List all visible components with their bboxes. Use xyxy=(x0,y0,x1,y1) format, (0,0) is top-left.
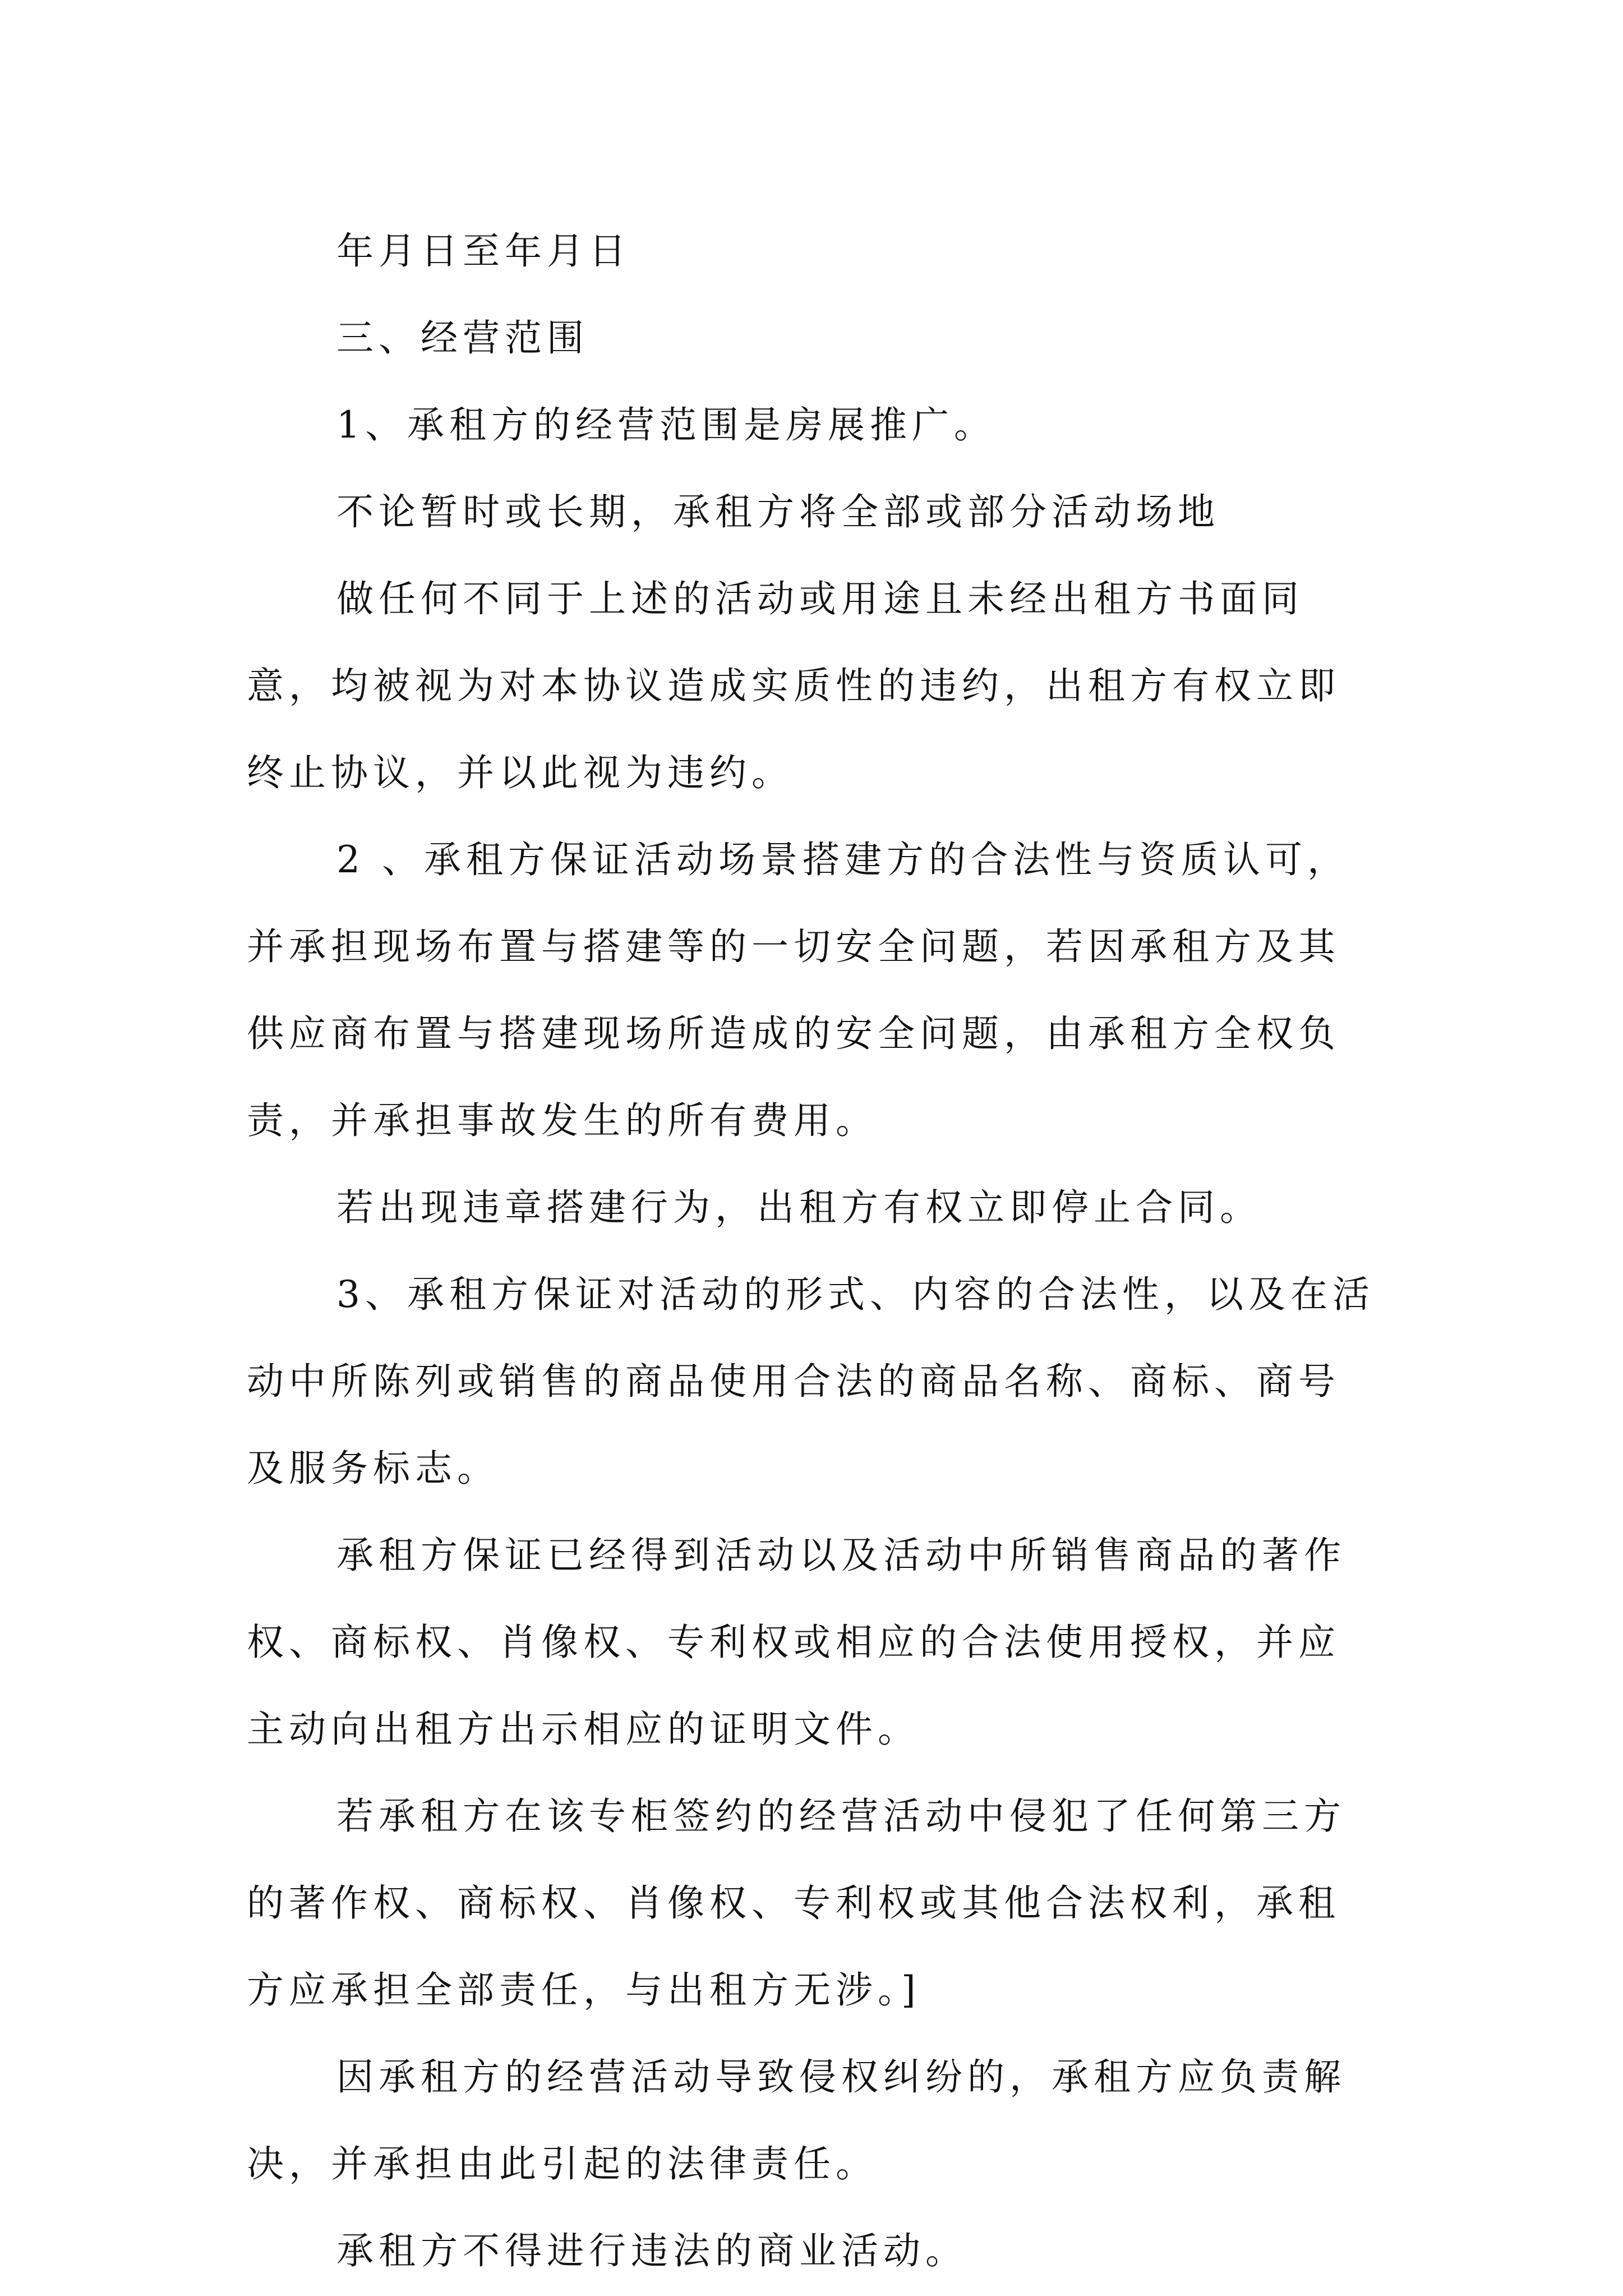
document-body xyxy=(247,208,1380,2294)
paragraph-clause-3: 3、承租方保证对活动的形式、内容的合法性，以及在活动中所陈列或销售的商品使用合法的商品名称、商标、商号及服务标志。 xyxy=(247,1273,1375,1490)
paragraph-clause-2: 2 、承租方保证活动场景搭建方的合法性与资质认可，并承担现场布置与搭建等的一切安全问题，若因承租方及其供应商布置与搭建现场所造成的安全问题，由承租方全权负责，并承担事故发生的所有费用。 xyxy=(247,838,1349,1142)
paragraph-clause-3-dispute: 因承租方的经营活动导致侵权纠纷的，承租方应负责解决，并承担由此引起的法律责任。 xyxy=(247,2055,1346,2185)
paragraph-section-heading: 三、经营范围 xyxy=(336,316,589,360)
paragraph-clause-3-authorization: 承租方保证已经得到活动以及活动中所销售商品的著作权、商标权、肖像权、专利权或相应的合法使用授权，并应主动向出租方出示相应的证明文件。 xyxy=(247,1534,1346,1751)
paragraph-clause-2-violation: 若出现违章搭建行为，出租方有权立即停止合同。 xyxy=(336,1186,1262,1229)
paragraph-clause-1-breach: 做任何不同于上述的活动或用途且未经出租方书面同意，均被视为对本协议造成实质性的违约，出租方有权立即终止协议，并以此视为违约。 xyxy=(247,577,1340,794)
paragraph-date-range: 年月日至年月日 xyxy=(336,229,631,273)
paragraph-clause-1-continuation: 不论暂时或长期，承租方将全部或部分活动场地 xyxy=(336,490,1220,533)
paragraph-clause-3-legal: 承租方不得进行违法的商业活动。 xyxy=(336,2229,967,2272)
paragraph-clause-1: 1、承租方的经营范围是房展推广。 xyxy=(336,403,996,447)
paragraph-clause-3-infringement: 若承租方在该专柜签约的经营活动中侵犯了任何第三方的著作权、商标权、肖像权、专利权或其他合法权利，承租方应承担全部责任，与出租方无涉。] xyxy=(247,1795,1346,2012)
